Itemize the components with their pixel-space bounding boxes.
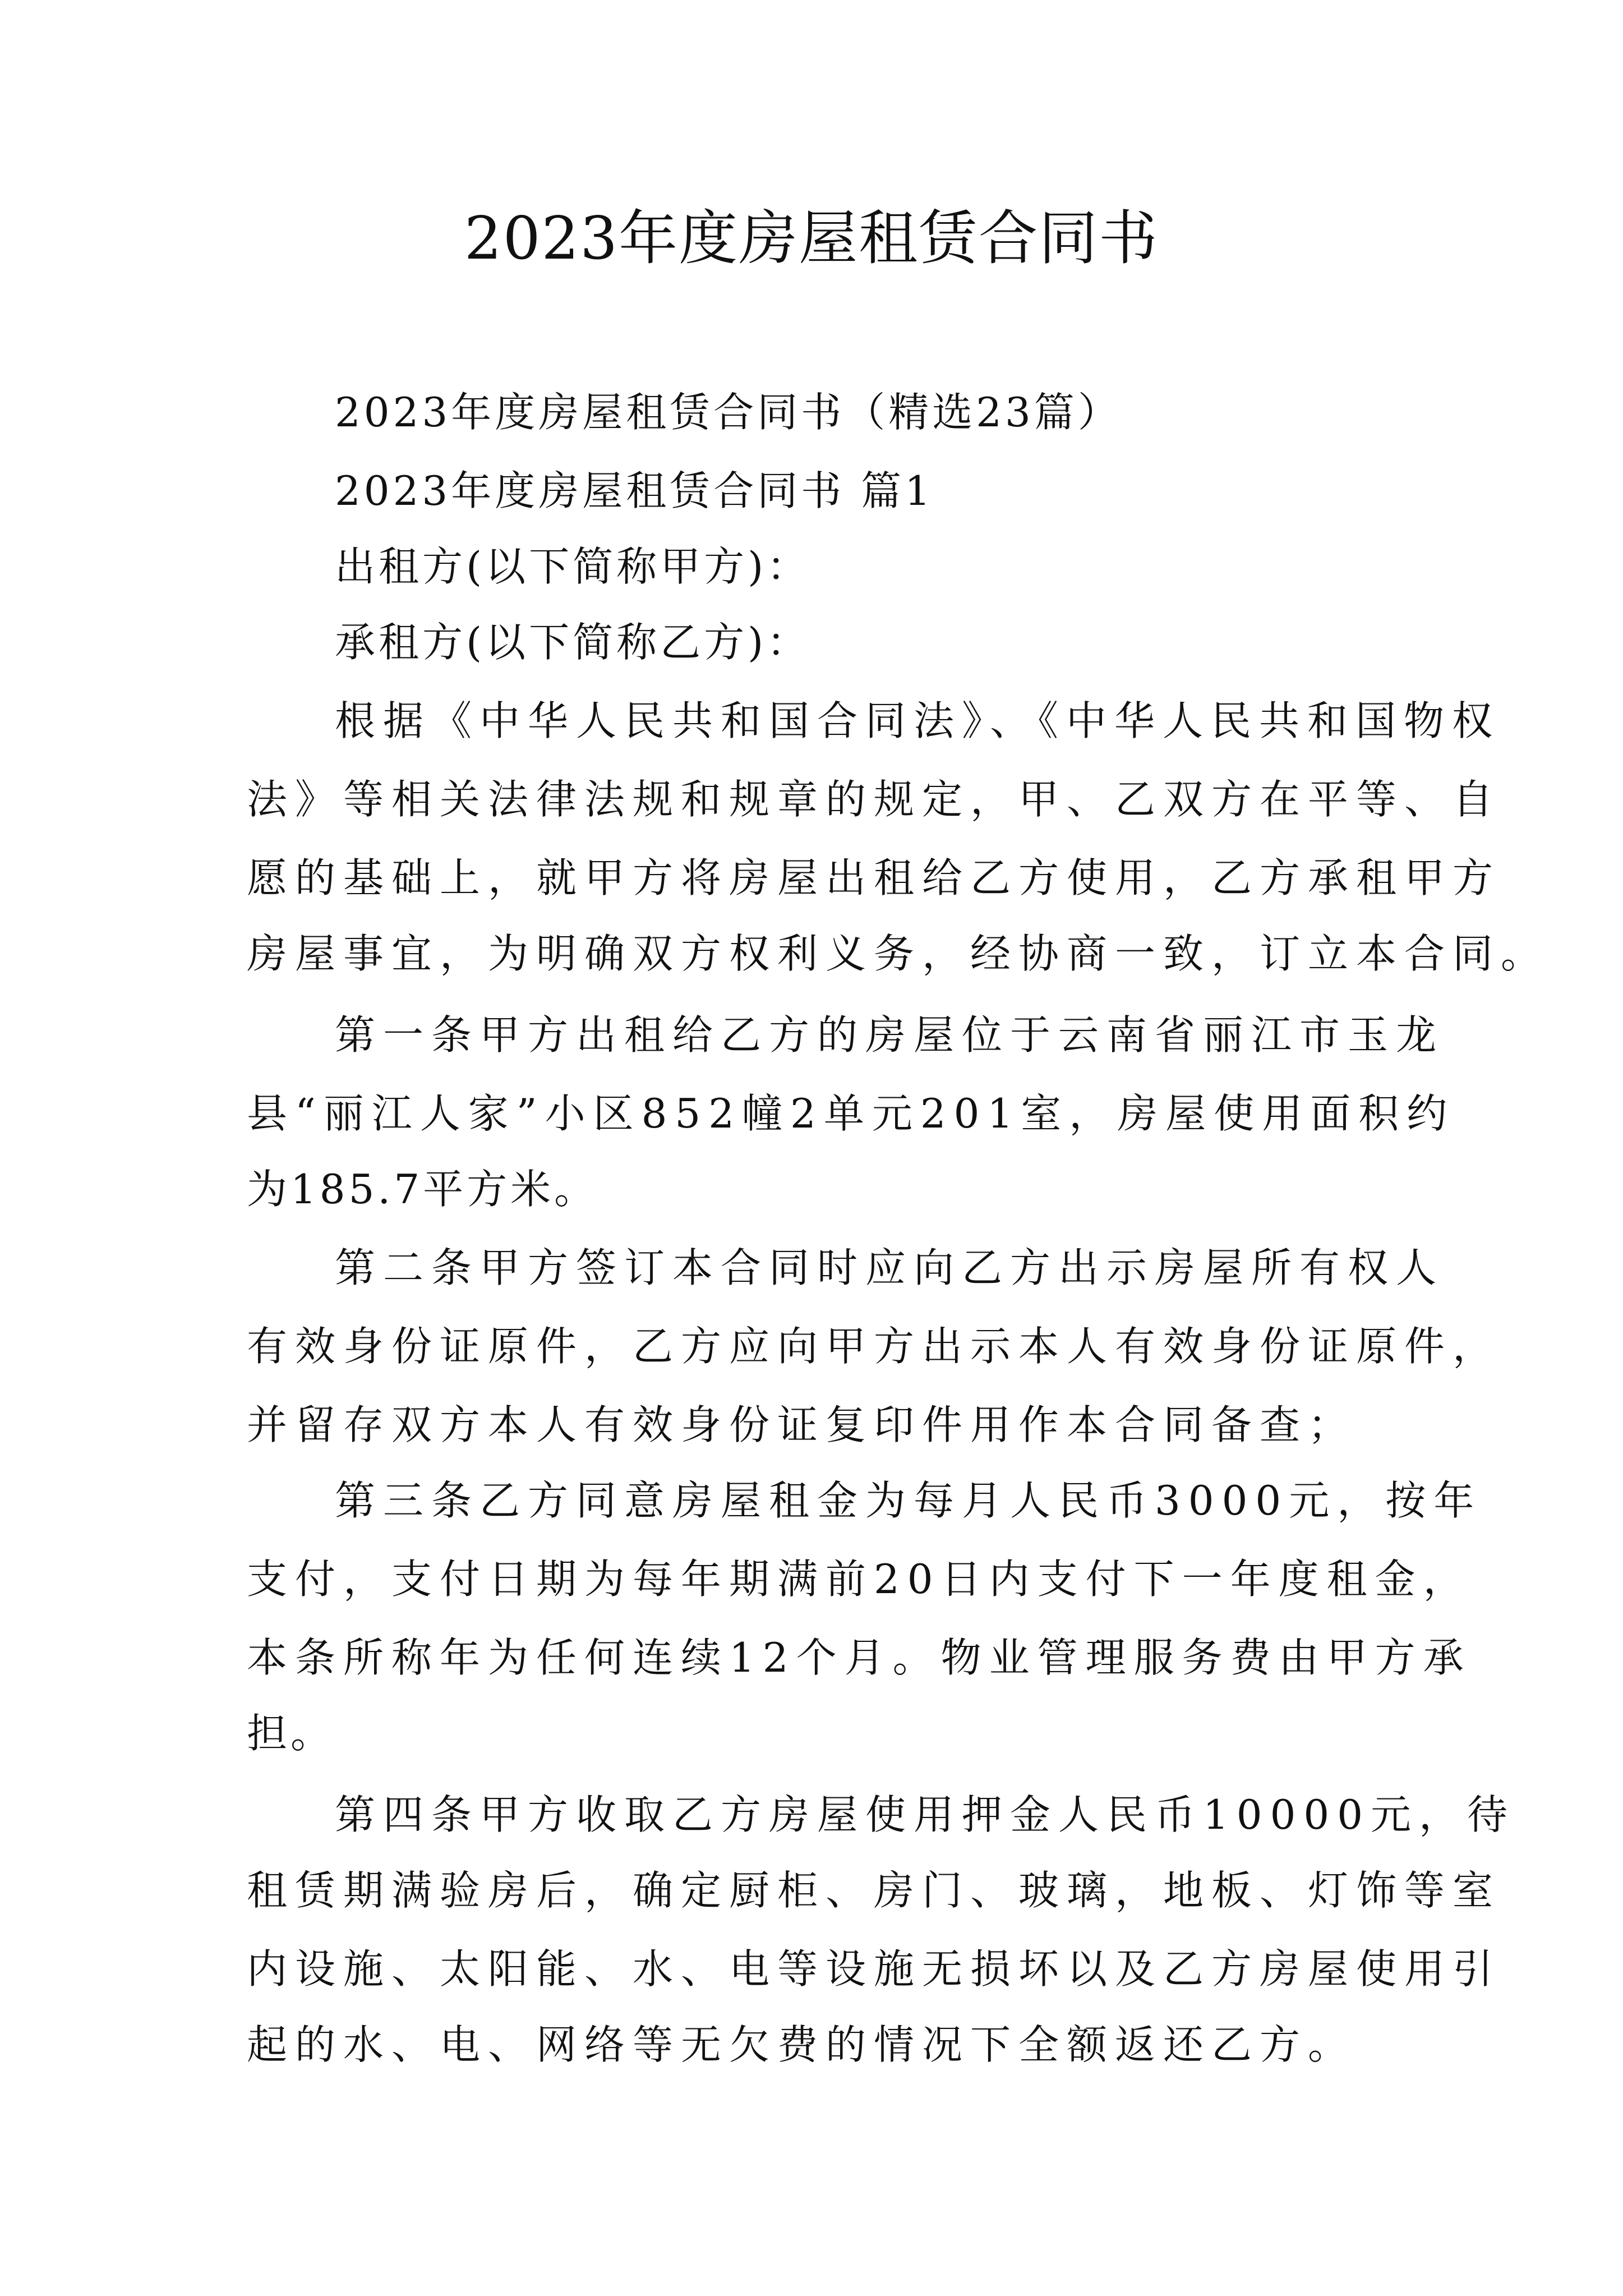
paragraph-line: 有效身份证原件，乙方应向甲方出示本人有效身份证原件， [247,1323,1501,1370]
lessee-line: 承租方(以下简称乙方)： [335,619,811,666]
paragraph-line: 房屋事宜，为明确双方权利义务，经协商一致，订立本合同。 [247,930,1550,977]
paragraph-line: 为185.7平方米。 [247,1166,598,1213]
document-title: 2023年度房屋租赁合同书 [464,204,1159,273]
paragraph-line: 第二条甲方签订本合同时应向乙方出示房屋所有权人 [335,1244,1445,1291]
paragraph-line: 愿的基础上，就甲方将房屋出租给乙方使用，乙方承租甲方 [247,854,1501,901]
paragraph-line: 根据《中华人民共和国合同法》、《中华人民共和国物权 [335,697,1501,744]
paragraph-line: 第一条甲方出租给乙方的房屋位于云南省丽江市玉龙 [335,1011,1445,1059]
lessor-line: 出租方(以下简称甲方)： [335,543,811,590]
subtitle-line: 2023年度房屋租赁合同书（精选23篇） [335,389,1122,436]
paragraph-line: 本条所称年为任何连续12个月。物业管理服务费由甲方承 [247,1634,1472,1681]
paragraph-line: 并留存双方本人有效身份证复印件用作本合同备查； [247,1401,1357,1448]
paragraph-line: 第四条甲方收取乙方房屋使用押金人民币10000元，待 [335,1791,1516,1838]
paragraph-line: 担。 [247,1710,335,1757]
paragraph-line: 法》等相关法律法规和规章的规定，甲、乙双方在平等、自 [247,776,1501,823]
paragraph-line: 起的水、电、网络等无欠费的情况下全额返还乙方。 [247,2021,1357,2068]
paragraph-line: 县“丽江人家”小区852幢2单元201室，房屋使用面积约 [247,1090,1455,1137]
paragraph-line: 内设施、太阳能、水、电等设施无损坏以及乙方房屋使用引 [247,1945,1501,1993]
paragraph-line: 租赁期满验房后，确定厨柜、房门、玻璃，地板、灯饰等室 [247,1867,1501,1914]
paragraph-line: 第三条乙方同意房屋租金为每月人民币3000元，按年 [335,1477,1482,1524]
paragraph-line: 支付，支付日期为每年期满前20日内支付下一年度租金， [247,1556,1472,1603]
section-heading: 2023年度房屋租赁合同书 篇1 [335,467,934,514]
